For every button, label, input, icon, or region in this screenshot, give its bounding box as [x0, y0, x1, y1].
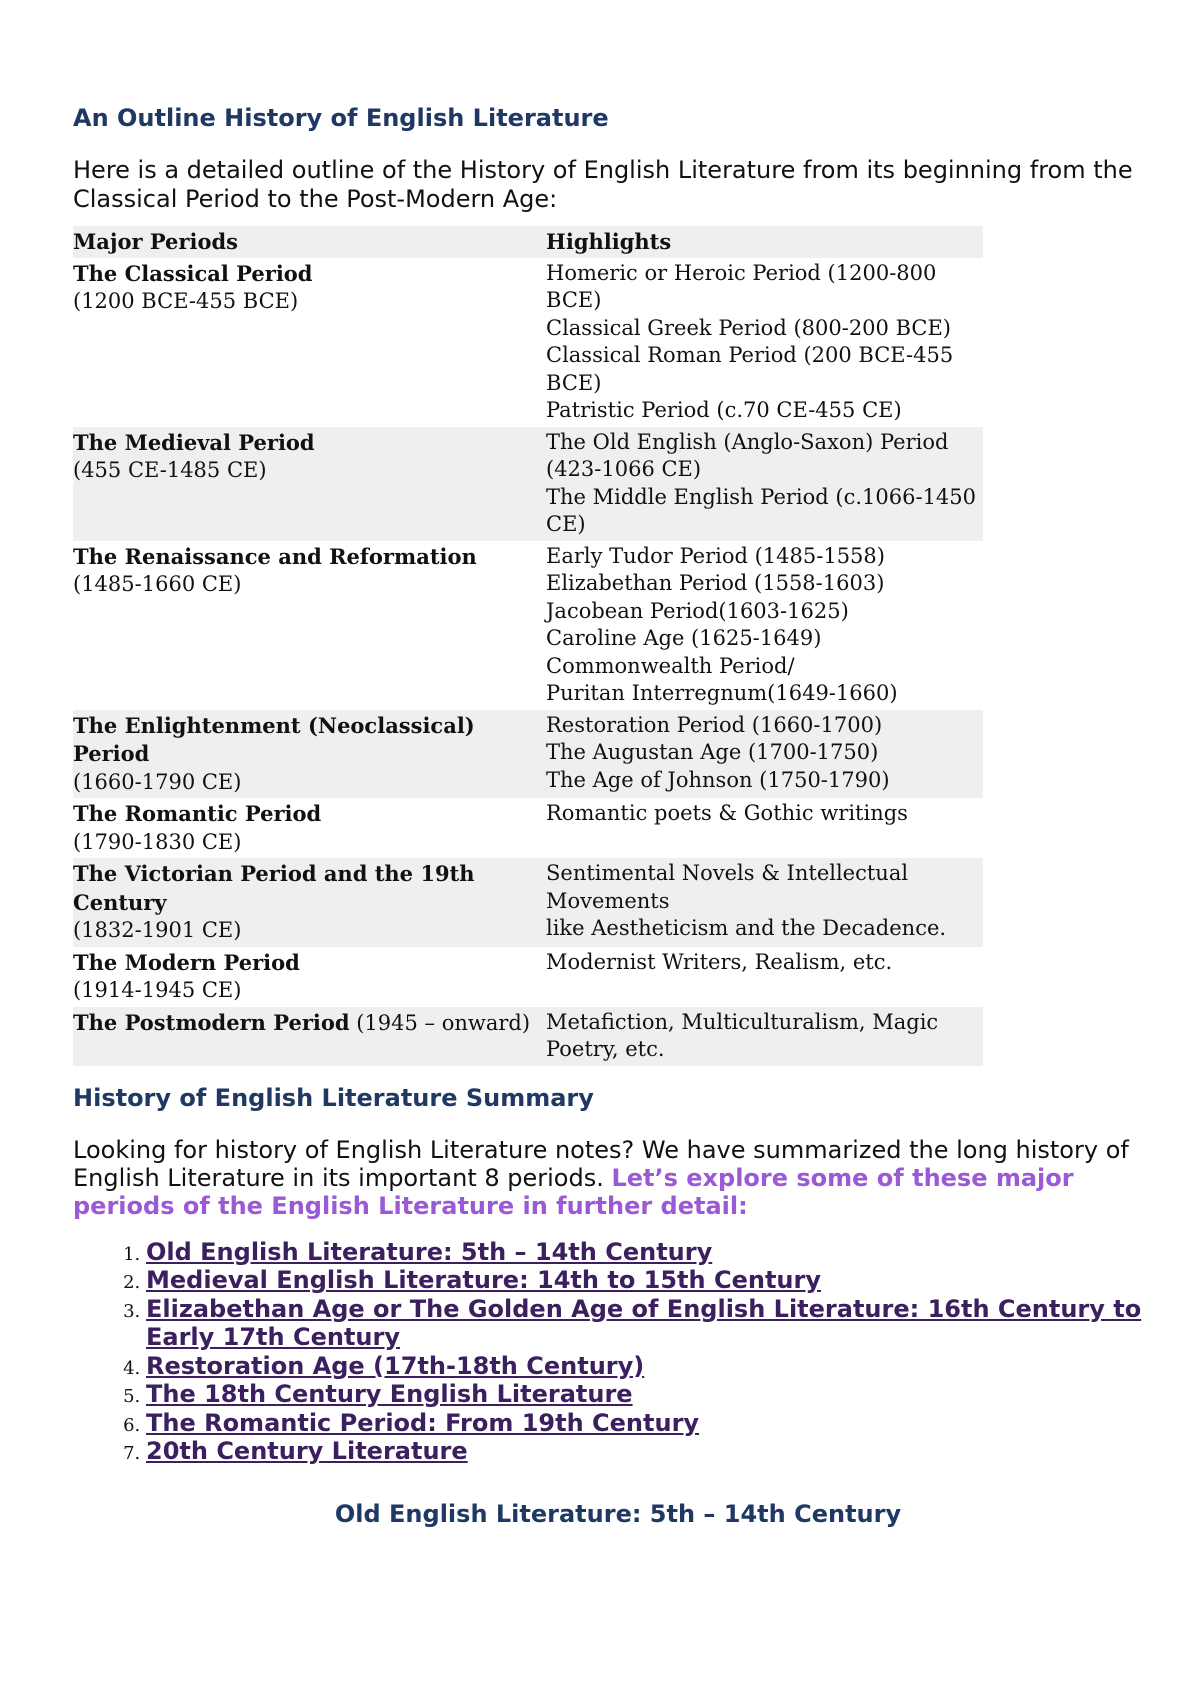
highlight-item: Classical Roman Period (200 BCE-455 BCE) — [546, 343, 954, 395]
highlight-item: The Augustan Age (1700-1750) — [546, 740, 879, 764]
header-highlights: Highlights — [546, 226, 983, 258]
period-name: The Modern Period — [73, 949, 300, 975]
list-item — [146, 1238, 1163, 1267]
list-item — [146, 1437, 1163, 1466]
period-name: The Romantic Period — [73, 801, 322, 826]
highlight-item: Jacobean Period(1603-1625) — [546, 598, 849, 623]
period-cell — [73, 427, 546, 541]
highlight-item: Romantic poets & Gothic writings — [546, 801, 908, 825]
list-item — [146, 1352, 1163, 1381]
period-name: The Renaissance and Reformation — [73, 543, 477, 569]
table-row — [73, 427, 983, 541]
period-cell — [73, 858, 546, 947]
highlight-item: Restoration Period (1660-1700) — [546, 712, 883, 737]
highlights-cell — [546, 541, 983, 710]
period-link[interactable]: Elizabethan Age or The Golden Age of English Literature: 16th Century to Early 17th Century — [146, 1294, 1142, 1351]
period-name: The Postmodern Period — [73, 1009, 350, 1035]
period-dates: (1945 – onward) — [349, 1010, 531, 1035]
period-link[interactable]: The 18th Century English Literature — [146, 1380, 633, 1408]
period-dates: (1200 BCE-455 BCE) — [73, 289, 299, 313]
list-item — [146, 1295, 1163, 1352]
highlight-item: Elizabethan Period (1558-1603) — [546, 571, 885, 595]
intro-paragraph: Here is a detailed outline of the History of English Literature from its beginning from the Classical Period to the Post-Modern Age: — [73, 156, 1133, 213]
highlights-cell — [546, 858, 983, 947]
highlights-cell — [546, 710, 983, 799]
summary-text: Looking for history of English Literature notes? We have summarized the long history of English Literature in its important 8 periods. — [73, 1135, 1129, 1192]
list-item — [146, 1266, 1163, 1295]
period-link[interactable]: Old English Literature: 5th – 14th Century — [146, 1237, 713, 1266]
summary-heading: History of English Literature Summary — [73, 1083, 594, 1112]
period-cell — [73, 947, 546, 1007]
highlight-item: Early Tudor Period (1485-1558) — [546, 543, 885, 568]
table-row — [73, 858, 983, 947]
highlight-item: The Middle English Period (c.1066-1450 CE) — [546, 484, 977, 536]
table-row — [73, 710, 983, 799]
period-name: The Enlightenment (Neoclassical) Period — [73, 712, 475, 766]
highlights-cell — [546, 947, 983, 1007]
period-name: The Classical Period — [73, 260, 313, 286]
period-dates: (1832-1901 CE) — [73, 918, 242, 942]
period-cell — [73, 798, 546, 858]
period-name: The Victorian Period and the 19th Century — [73, 861, 475, 915]
summary-paragraph — [73, 1136, 1163, 1220]
highlight-item: The Age of Johnson (1750-1790) — [546, 767, 890, 792]
page-title: An Outline History of English Literature — [73, 104, 609, 132]
table-header-row — [73, 226, 983, 258]
highlight-item: Patristic Period (c.70 CE-455 CE) — [546, 398, 902, 422]
highlight-item: Classical Greek Period (800-200 BCE) — [546, 315, 951, 340]
highlights-cell — [546, 258, 983, 427]
period-dates: (1485-1660 CE) — [73, 572, 242, 596]
header-major-periods: Major Periods — [73, 226, 546, 258]
highlight-item: The Old English (Anglo-Saxon) Period (423-1066 CE) — [546, 429, 949, 481]
period-link[interactable]: The Romantic Period: From 19th Century — [146, 1408, 700, 1437]
highlight-item: Caroline Age (1625-1649) — [546, 626, 822, 650]
period-cell — [73, 710, 546, 799]
highlight-item: Puritan Interregnum(1649-1660) — [546, 681, 898, 705]
period-link[interactable]: Medieval English Literature: 14th to 15th Century — [146, 1266, 821, 1294]
period-dates: (1914-1945 CE) — [73, 978, 242, 1002]
highlights-cell — [546, 427, 983, 541]
highlight-item: Metafiction, Multiculturalism, Magic Poetry, etc. — [546, 1009, 939, 1061]
period-dates: (1660-1790 CE) — [73, 769, 242, 794]
list-item — [146, 1409, 1163, 1438]
periods-table — [73, 226, 983, 1066]
table-row — [73, 947, 983, 1007]
highlights-cell — [546, 1007, 983, 1066]
highlights-cell — [546, 798, 983, 858]
list-item — [146, 1380, 1163, 1409]
period-links-list — [73, 1238, 1163, 1466]
table-row — [73, 798, 983, 858]
summary-accent-text: Let’s explore some of these major periods of the English Literature in further detail: — [73, 1163, 1074, 1220]
period-cell — [73, 1007, 546, 1066]
period-cell — [73, 541, 546, 710]
table-row — [73, 1007, 983, 1066]
document-page — [73, 100, 1163, 1528]
highlight-item: Commonwealth Period/ — [546, 653, 795, 678]
highlight-item: Homeric or Heroic Period (1200-800 BCE) — [546, 260, 937, 312]
highlight-item: Sentimental Novels & Intellectual Movements — [546, 861, 909, 913]
highlight-item: Modernist Writers, Realism, etc. — [546, 949, 893, 974]
table-row — [73, 541, 983, 710]
highlight-item: like Aestheticism and the Decadence. — [546, 916, 947, 940]
period-link[interactable]: Restoration Age (17th-18th Century) — [146, 1351, 645, 1380]
period-cell — [73, 258, 546, 427]
period-dates: (1790-1830 CE) — [73, 829, 242, 854]
section-heading: Old English Literature: 5th – 14th Century — [334, 1499, 902, 1528]
period-dates: (455 CE-1485 CE) — [73, 458, 267, 482]
period-link[interactable]: 20th Century Literature — [146, 1437, 468, 1465]
table-row — [73, 258, 983, 427]
period-name: The Medieval Period — [73, 429, 315, 455]
